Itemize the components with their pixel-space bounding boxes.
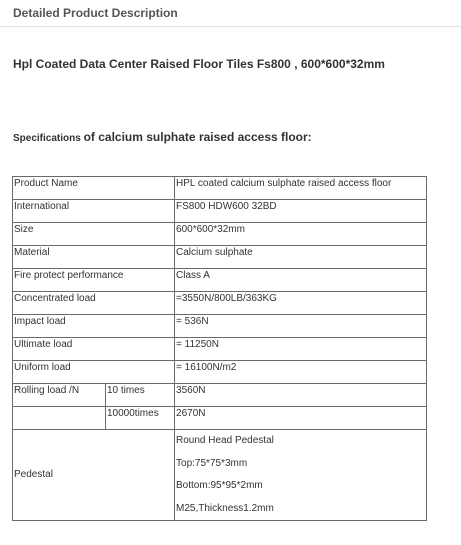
spec-value: = 536N xyxy=(175,315,427,338)
pedestal-line: Bottom:95*95*2mm xyxy=(176,480,263,491)
table-row xyxy=(13,315,427,338)
table-row xyxy=(13,430,427,521)
table-row xyxy=(13,246,427,269)
specs-heading-prefix: Specifications xyxy=(13,133,84,144)
table-row xyxy=(13,269,427,292)
spec-value: =3550N/800LB/363KG xyxy=(175,292,427,315)
table-row xyxy=(13,292,427,315)
spec-value: HPL coated calcium sulphate raised access floor xyxy=(175,177,427,200)
table-row xyxy=(13,177,427,200)
specs-heading xyxy=(13,128,312,146)
pedestal-value xyxy=(175,430,427,521)
spec-value: 600*600*32mm xyxy=(175,223,427,246)
table-row xyxy=(13,223,427,246)
rolling-value: 3560N xyxy=(175,384,427,407)
specs-heading-main: of calcium sulphate raised access floor: xyxy=(83,130,312,144)
rolling-value: 2670N xyxy=(175,407,427,430)
spec-value: Class A xyxy=(175,269,427,292)
spec-label: Impact load xyxy=(13,315,175,338)
spec-value: = 11250N xyxy=(175,338,427,361)
spec-label: Material xyxy=(13,246,175,269)
empty-cell xyxy=(13,407,106,430)
spec-label: Fire protect performance xyxy=(13,269,175,292)
spec-label: Ultimate load xyxy=(13,338,175,361)
table-row xyxy=(13,407,427,430)
rolling-load-label: Rolling load /N xyxy=(13,384,106,407)
product-title: Hpl Coated Data Center Raised Floor Tiles Fs800 , 600*600*32mm xyxy=(13,57,385,71)
spec-label: Uniform load xyxy=(13,361,175,384)
spec-label: International xyxy=(13,200,175,223)
spec-label: Concentrated load xyxy=(13,292,175,315)
pedestal-label: Pedestal xyxy=(13,430,175,521)
section-header xyxy=(0,0,461,27)
spec-value: Calcium sulphate xyxy=(175,246,427,269)
pedestal-line: Top:75*75*3mm xyxy=(176,457,248,469)
spec-label: Size xyxy=(13,223,175,246)
spec-value: = 16100N/m2 xyxy=(175,361,427,384)
rolling-times: 10000times xyxy=(106,407,175,430)
section-title: Detailed Product Description xyxy=(13,6,178,20)
table-row xyxy=(13,338,427,361)
rolling-times: 10 times xyxy=(106,384,175,407)
spec-value: FS800 HDW600 32BD xyxy=(175,200,427,223)
table-row xyxy=(13,200,427,223)
pedestal-line: Round Head Pedestal xyxy=(176,435,274,446)
spec-label: Product Name xyxy=(13,177,175,200)
table-row xyxy=(13,361,427,384)
table-row xyxy=(13,384,427,407)
spec-table xyxy=(12,176,427,521)
pedestal-line: M25,Thickness1.2mm xyxy=(176,502,274,514)
